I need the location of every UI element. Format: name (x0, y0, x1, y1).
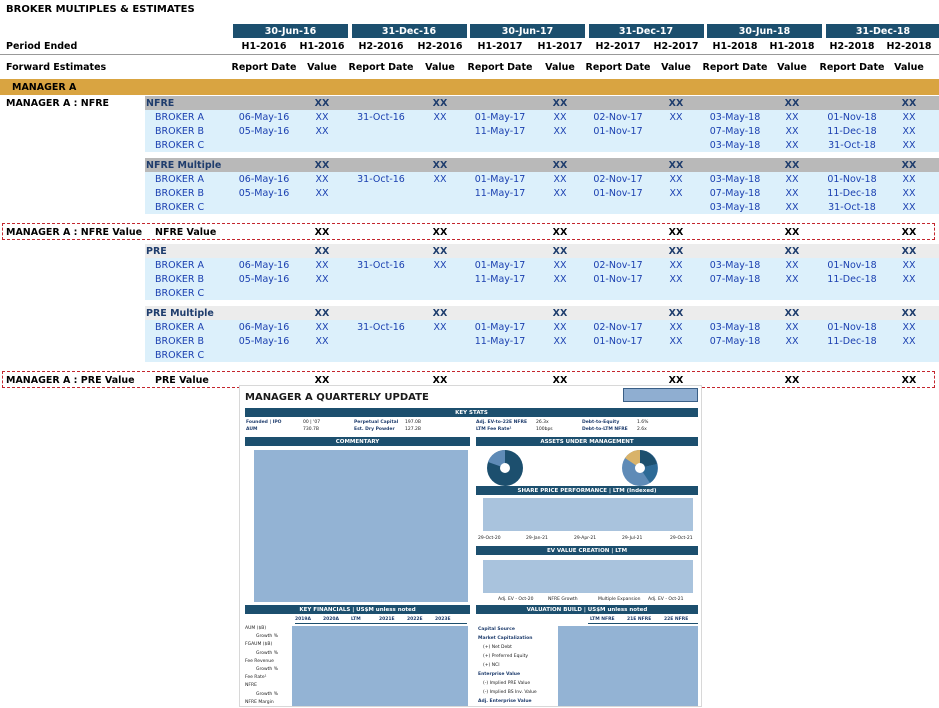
broker-cell[interactable]: 07-May-18 (709, 125, 761, 137)
manager-nfre-label: MANAGER A : NFRE (6, 97, 110, 109)
broker-cell[interactable]: XX (669, 335, 683, 347)
report-title-box[interactable] (623, 388, 698, 402)
broker-cell[interactable]: 31-Oct-18 (828, 139, 876, 151)
section-value[interactable]: XX (901, 159, 917, 171)
broker-name: BROKER A (155, 259, 204, 271)
stat-value: 2.6x (637, 427, 647, 432)
section-value[interactable]: XX (901, 97, 917, 109)
section-value[interactable]: XX (552, 245, 568, 257)
broker-cell[interactable]: XX (433, 111, 447, 123)
value-cell[interactable]: XX (552, 226, 568, 238)
broker-name: BROKER B (155, 273, 204, 285)
broker-cell[interactable]: 06-May-16 (238, 259, 290, 271)
manager-band (0, 79, 939, 95)
section-value[interactable]: XX (432, 307, 448, 319)
broker-cell[interactable]: 01-May-17 (474, 111, 526, 123)
broker-cell[interactable]: XX (433, 173, 447, 185)
period-date-header[interactable]: 30-Jun-16 (233, 24, 348, 38)
period-date-header[interactable]: 30-Jun-18 (707, 24, 822, 38)
broker-cell[interactable]: 01-Nov-18 (827, 173, 877, 185)
broker-cell[interactable]: 06-May-16 (238, 321, 290, 333)
period-header: H1-2016 (299, 40, 345, 52)
broker-cell[interactable]: 01-Nov-17 (593, 335, 643, 347)
broker-cell[interactable]: XX (902, 125, 916, 137)
broker-cell[interactable]: XX (315, 173, 329, 185)
broker-row-bg (145, 348, 939, 362)
section-value[interactable]: XX (901, 307, 917, 319)
broker-cell[interactable]: 01-Nov-17 (593, 187, 643, 199)
column-subheader: Value (661, 61, 691, 73)
broker-row (0, 186, 939, 200)
broker-cell[interactable]: 01-Nov-17 (593, 273, 643, 285)
section-value[interactable]: XX (314, 159, 330, 171)
broker-cell[interactable]: 01-May-17 (474, 259, 526, 271)
section-name: PRE Multiple (146, 307, 214, 319)
value-cell[interactable]: XX (901, 374, 917, 386)
section-value[interactable]: XX (314, 307, 330, 319)
stat-label: Debt-to-LTM NFRE (582, 427, 628, 432)
column-subheader: Report Date (819, 61, 885, 73)
sheet-title: BROKER MULTIPLES & ESTIMATES (6, 4, 195, 15)
broker-row-bg (145, 286, 939, 300)
kf-row-label: NFRE (245, 683, 257, 689)
value-cell[interactable]: XX (314, 226, 330, 238)
period-header: H1-2017 (477, 40, 523, 52)
broker-name: BROKER A (155, 111, 204, 123)
value-cell[interactable]: XX (784, 226, 800, 238)
value-cell[interactable]: XX (901, 226, 917, 238)
broker-cell[interactable]: 31-Oct-16 (357, 259, 405, 271)
broker-cell[interactable]: 06-May-16 (238, 111, 290, 123)
broker-cell[interactable]: 01-Nov-18 (827, 259, 877, 271)
broker-cell[interactable]: XX (902, 139, 916, 151)
kf-row-label: Growth % (256, 650, 278, 656)
kf-header-line (295, 623, 467, 624)
column-subheader: Value (425, 61, 455, 73)
broker-cell[interactable]: XX (433, 259, 447, 271)
section-value[interactable]: XX (784, 97, 800, 109)
kf-column-header: 2020A (323, 617, 340, 622)
sp-date-label: 29-Jan-21 (526, 536, 548, 541)
column-subheader: Report Date (702, 61, 768, 73)
broker-cell[interactable]: XX (553, 321, 567, 333)
broker-cell[interactable]: XX (785, 111, 799, 123)
kf-row-label: Growth % (256, 691, 278, 697)
value-cell[interactable]: XX (432, 374, 448, 386)
period-date-header[interactable]: 31-Dec-16 (352, 24, 467, 38)
section-header-row (0, 158, 939, 172)
period-header: H2-2017 (595, 40, 641, 52)
broker-cell[interactable]: 02-Nov-17 (593, 111, 643, 123)
ev-label: NFRE Growth (548, 597, 578, 602)
section-name: NFRE Multiple (146, 159, 222, 171)
period-header: H1-2016 (241, 40, 287, 52)
broker-name: BROKER B (155, 335, 204, 347)
stat-label: AUM (246, 427, 258, 432)
stat-value: 197.0B (405, 420, 421, 425)
aum-donut-right (622, 450, 658, 486)
broker-cell[interactable]: XX (669, 273, 683, 285)
broker-cell[interactable]: 06-May-16 (238, 173, 290, 185)
val-row-label: (+) NCI (483, 663, 500, 668)
ev-chart-area (483, 560, 693, 593)
section-value[interactable]: XX (314, 245, 330, 257)
section-value[interactable]: XX (552, 97, 568, 109)
period-header: H2-2016 (417, 40, 463, 52)
broker-cell[interactable]: 03-May-18 (709, 173, 761, 185)
val-row-label: (+) Preferred Equity (483, 654, 529, 659)
broker-row (0, 272, 939, 286)
section-name: PRE (146, 245, 167, 257)
broker-cell[interactable]: XX (315, 273, 329, 285)
kf-row-label: FGAUM ($B) (245, 642, 273, 648)
broker-row (0, 200, 939, 214)
broker-cell[interactable]: XX (785, 259, 799, 271)
broker-cell[interactable]: 03-May-18 (709, 259, 761, 271)
val-row-label: Adj. Enterprise Value (478, 699, 532, 704)
sp-date-label: 29-Jul-21 (622, 536, 643, 541)
kf-row-label: Growth % (256, 634, 278, 640)
broker-cell[interactable]: XX (785, 173, 799, 185)
value-cell[interactable]: XX (432, 226, 448, 238)
stat-label: Founded | IPO (246, 420, 282, 425)
broker-cell[interactable]: XX (669, 111, 683, 123)
section-header-row (0, 244, 939, 258)
broker-name: BROKER C (155, 139, 205, 151)
stat-label: Adj. EV-to-22E NFRE (476, 420, 528, 425)
broker-name: BROKER C (155, 201, 205, 213)
period-header: H2-2018 (829, 40, 875, 52)
broker-cell[interactable]: XX (669, 321, 683, 333)
kf-column-header: 2023E (435, 617, 451, 622)
broker-row-bg (145, 138, 939, 152)
broker-cell[interactable]: 02-Nov-17 (593, 173, 643, 185)
broker-row (0, 124, 939, 138)
sp-date-label: 29-Oct-21 (670, 536, 693, 541)
broker-cell[interactable]: XX (553, 125, 567, 137)
section-value[interactable]: XX (432, 245, 448, 257)
section-value[interactable]: XX (432, 97, 448, 109)
broker-row (0, 320, 939, 334)
section-value[interactable]: XX (784, 307, 800, 319)
stat-value: 100bps (536, 427, 553, 432)
value-cell[interactable]: XX (784, 374, 800, 386)
broker-row (0, 172, 939, 186)
broker-cell[interactable]: 03-May-18 (709, 201, 761, 213)
column-subheader: Report Date (585, 61, 651, 73)
broker-cell[interactable]: 03-May-18 (709, 111, 761, 123)
value-row-manager-label: MANAGER A : NFRE Value (6, 226, 143, 238)
kf-row-label: AUM ($B) (245, 626, 267, 631)
broker-row (0, 334, 939, 348)
broker-cell[interactable]: 11-May-17 (474, 187, 526, 199)
broker-cell[interactable]: XX (902, 273, 916, 285)
broker-cell[interactable]: 05-May-16 (238, 187, 290, 199)
section-value[interactable]: XX (552, 307, 568, 319)
kf-column-header: 2021E (379, 617, 395, 622)
section-value[interactable]: XX (784, 159, 800, 171)
val-column-header: 21E NFRE (627, 617, 652, 622)
val-row-label: (-) Implied BS Inv. Value (483, 690, 537, 695)
val-row-label: Enterprise Value (478, 672, 521, 677)
stat-value: 730.7B (303, 427, 319, 432)
column-subheader: Report Date (467, 61, 533, 73)
broker-name: BROKER A (155, 173, 204, 185)
broker-cell[interactable]: XX (902, 321, 916, 333)
valuation-bar: VALUATION BUILD | US$M unless noted (476, 605, 698, 614)
broker-cell[interactable]: XX (785, 335, 799, 347)
date-header-row (0, 24, 939, 38)
val-row-label: Market Capitalization (478, 636, 533, 641)
period-header: H2-2017 (653, 40, 699, 52)
kf-column-header: LTM (351, 617, 361, 622)
broker-cell[interactable]: 05-May-16 (238, 273, 290, 285)
commentary-bar: COMMENTARY (245, 437, 470, 446)
stat-value: 26.3x (536, 420, 549, 425)
value-cell[interactable]: XX (668, 374, 684, 386)
period-header: H1-2018 (769, 40, 815, 52)
broker-cell[interactable]: 11-May-17 (474, 125, 526, 137)
broker-cell[interactable]: XX (315, 321, 329, 333)
broker-cell[interactable]: XX (315, 125, 329, 137)
stat-value: 1.6% (637, 420, 649, 425)
key-stats-bar: KEY STATS (245, 408, 698, 417)
broker-cell[interactable]: XX (315, 259, 329, 271)
broker-name: BROKER B (155, 187, 204, 199)
broker-row (0, 110, 939, 124)
key-financials-bar: KEY FINANCIALS | US$M unless noted (245, 605, 470, 614)
value-row-highlight (2, 223, 935, 240)
value-cell[interactable]: XX (552, 374, 568, 386)
broker-cell[interactable]: XX (433, 321, 447, 333)
broker-cell[interactable]: XX (669, 173, 683, 185)
broker-cell[interactable]: XX (902, 335, 916, 347)
broker-cell[interactable]: 31-Oct-16 (357, 111, 405, 123)
broker-cell[interactable]: XX (785, 125, 799, 137)
broker-row-bg (145, 200, 939, 214)
value-cell[interactable]: XX (314, 374, 330, 386)
broker-row (0, 138, 939, 152)
broker-cell[interactable]: XX (553, 259, 567, 271)
broker-cell[interactable]: 05-May-16 (238, 125, 290, 137)
share-price-bar: SHARE PRICE PERFORMANCE | LTM (Indexed) (476, 486, 698, 495)
broker-cell[interactable]: 11-May-17 (474, 335, 526, 347)
stat-label: Debt-to-Equity (582, 420, 620, 425)
ev-label: Adj. EV - Oct-21 (648, 597, 684, 602)
broker-cell[interactable]: 02-Nov-17 (593, 321, 643, 333)
column-subheader: Value (545, 61, 575, 73)
broker-cell[interactable]: XX (902, 259, 916, 271)
section-value[interactable]: XX (314, 97, 330, 109)
share-price-chart-area (483, 498, 693, 531)
broker-cell[interactable]: 02-Nov-17 (593, 259, 643, 271)
period-date-header[interactable]: 30-Jun-17 (470, 24, 585, 38)
period-date-header[interactable]: 31-Dec-18 (826, 24, 939, 38)
period-header: H1-2018 (712, 40, 758, 52)
header-divider (0, 54, 939, 55)
val-column-header: LTM NFRE (590, 617, 615, 622)
broker-cell[interactable]: 11-Dec-18 (827, 335, 877, 347)
kf-column-header: 2022E (407, 617, 423, 622)
broker-cell[interactable]: XX (315, 335, 329, 347)
broker-cell[interactable]: 11-May-17 (474, 273, 526, 285)
section-value[interactable]: XX (668, 97, 684, 109)
column-subheader: Value (894, 61, 924, 73)
broker-cell[interactable]: 01-Nov-18 (827, 111, 877, 123)
stat-value: 127.2B (405, 427, 421, 432)
period-header: H1-2017 (537, 40, 583, 52)
ev-value-bar: EV VALUE CREATION | LTM (476, 546, 698, 555)
broker-row (0, 348, 939, 362)
section-value[interactable]: XX (668, 245, 684, 257)
broker-cell[interactable]: 01-May-17 (474, 321, 526, 333)
broker-cell[interactable]: XX (669, 187, 683, 199)
broker-cell[interactable]: XX (785, 201, 799, 213)
quarterly-update-report (239, 385, 702, 707)
broker-cell[interactable]: XX (902, 201, 916, 213)
broker-cell[interactable]: 01-Nov-18 (827, 321, 877, 333)
column-subheader: Report Date (231, 61, 297, 73)
broker-cell[interactable]: XX (669, 259, 683, 271)
broker-cell[interactable]: 03-May-18 (709, 139, 761, 151)
period-row (0, 39, 939, 53)
value-row-metric-label: NFRE Value (155, 226, 217, 238)
broker-cell[interactable]: 11-Dec-18 (827, 187, 877, 199)
broker-cell[interactable]: XX (785, 321, 799, 333)
forward-estimates-row (0, 59, 939, 75)
section-header-row (0, 96, 939, 110)
commentary-area[interactable] (254, 450, 468, 602)
aum-donut-charts (475, 448, 675, 488)
broker-cell[interactable]: 07-May-18 (709, 273, 761, 285)
val-row-label: (-) Implied PRE Value (483, 681, 531, 686)
value-row-manager-label: MANAGER A : PRE Value (6, 374, 135, 386)
period-header: H2-2016 (358, 40, 404, 52)
val-row-label: Capital Source (478, 627, 515, 632)
broker-name: BROKER C (155, 349, 205, 361)
broker-cell[interactable]: XX (785, 273, 799, 285)
section-value[interactable]: XX (784, 245, 800, 257)
broker-name: BROKER B (155, 125, 204, 137)
section-value[interactable]: XX (552, 159, 568, 171)
manager-header: MANAGER A (12, 81, 77, 93)
valuation-data-area (558, 626, 698, 707)
kf-row-label: NFRE Margin (245, 699, 274, 705)
aum-donut-left (487, 450, 523, 486)
broker-name: BROKER C (155, 287, 205, 299)
val-column-header: 22E NFRE (664, 617, 689, 622)
sp-date-label: 29-Oct-20 (478, 536, 501, 541)
broker-cell[interactable]: XX (315, 187, 329, 199)
section-name: NFRE (146, 97, 175, 109)
section-header-row (0, 306, 939, 320)
val-header-line (588, 623, 698, 624)
broker-cell[interactable]: XX (553, 173, 567, 185)
broker-cell[interactable]: XX (553, 273, 567, 285)
kf-data-area (292, 626, 468, 707)
broker-cell[interactable]: XX (553, 187, 567, 199)
aum-bar: ASSETS UNDER MANAGEMENT (476, 437, 698, 446)
report-title: MANAGER A QUARTERLY UPDATE (245, 392, 429, 403)
broker-cell[interactable]: XX (315, 111, 329, 123)
stat-label: LTM Fee Rate¹ (476, 427, 512, 432)
period-date-header[interactable]: 31-Dec-17 (589, 24, 704, 38)
section-value[interactable]: XX (432, 159, 448, 171)
section-value[interactable]: XX (668, 159, 684, 171)
val-row-label: (+) Net Debt (483, 645, 512, 650)
column-subheader: Report Date (348, 61, 414, 73)
broker-cell[interactable]: XX (902, 111, 916, 123)
broker-cell[interactable]: 01-May-17 (474, 173, 526, 185)
section-value[interactable]: XX (668, 307, 684, 319)
period-header: H2-2018 (886, 40, 932, 52)
stat-label: Est. Dry Powder (354, 427, 395, 432)
broker-row (0, 286, 939, 300)
broker-cell[interactable]: 31-Oct-16 (357, 321, 405, 333)
value-cell[interactable]: XX (668, 226, 684, 238)
broker-row (0, 258, 939, 272)
forward-estimates-label: Forward Estimates (6, 61, 107, 73)
broker-cell[interactable]: XX (785, 187, 799, 199)
broker-cell[interactable]: XX (785, 139, 799, 151)
value-row-metric-label: PRE Value (155, 374, 209, 386)
broker-cell[interactable]: XX (553, 111, 567, 123)
broker-cell[interactable]: XX (902, 173, 916, 185)
broker-cell[interactable]: 05-May-16 (238, 335, 290, 347)
broker-cell[interactable]: 01-Nov-17 (593, 125, 643, 137)
broker-cell[interactable]: 11-Dec-18 (827, 273, 877, 285)
broker-cell[interactable]: 11-Dec-18 (827, 125, 877, 137)
kf-column-header: 2019A (295, 617, 312, 622)
broker-cell[interactable]: 03-May-18 (709, 321, 761, 333)
sp-date-label: 29-Apr-21 (574, 536, 597, 541)
column-subheader: Value (777, 61, 807, 73)
ev-label: Adj. EV - Oct-20 (498, 597, 534, 602)
section-value[interactable]: XX (901, 245, 917, 257)
stat-value: 00 | '07 (303, 420, 321, 425)
broker-name: BROKER A (155, 321, 204, 333)
kf-row-label: Growth % (256, 667, 278, 672)
broker-cell[interactable]: XX (553, 335, 567, 347)
period-label: Period Ended (6, 40, 78, 52)
broker-cell[interactable]: 31-Oct-18 (828, 201, 876, 213)
broker-cell[interactable]: 07-May-18 (709, 335, 761, 347)
kf-row-label: Fee Rate¹ (245, 675, 267, 681)
broker-cell[interactable]: 07-May-18 (709, 187, 761, 199)
column-subheader: Value (307, 61, 337, 73)
broker-cell[interactable]: XX (902, 187, 916, 199)
kf-row-label: Fee Revenue (245, 658, 274, 664)
stat-label: Perpetual Capital (354, 420, 399, 425)
broker-cell[interactable]: 31-Oct-16 (357, 173, 405, 185)
ev-label: Multiple Expansion (598, 597, 641, 602)
